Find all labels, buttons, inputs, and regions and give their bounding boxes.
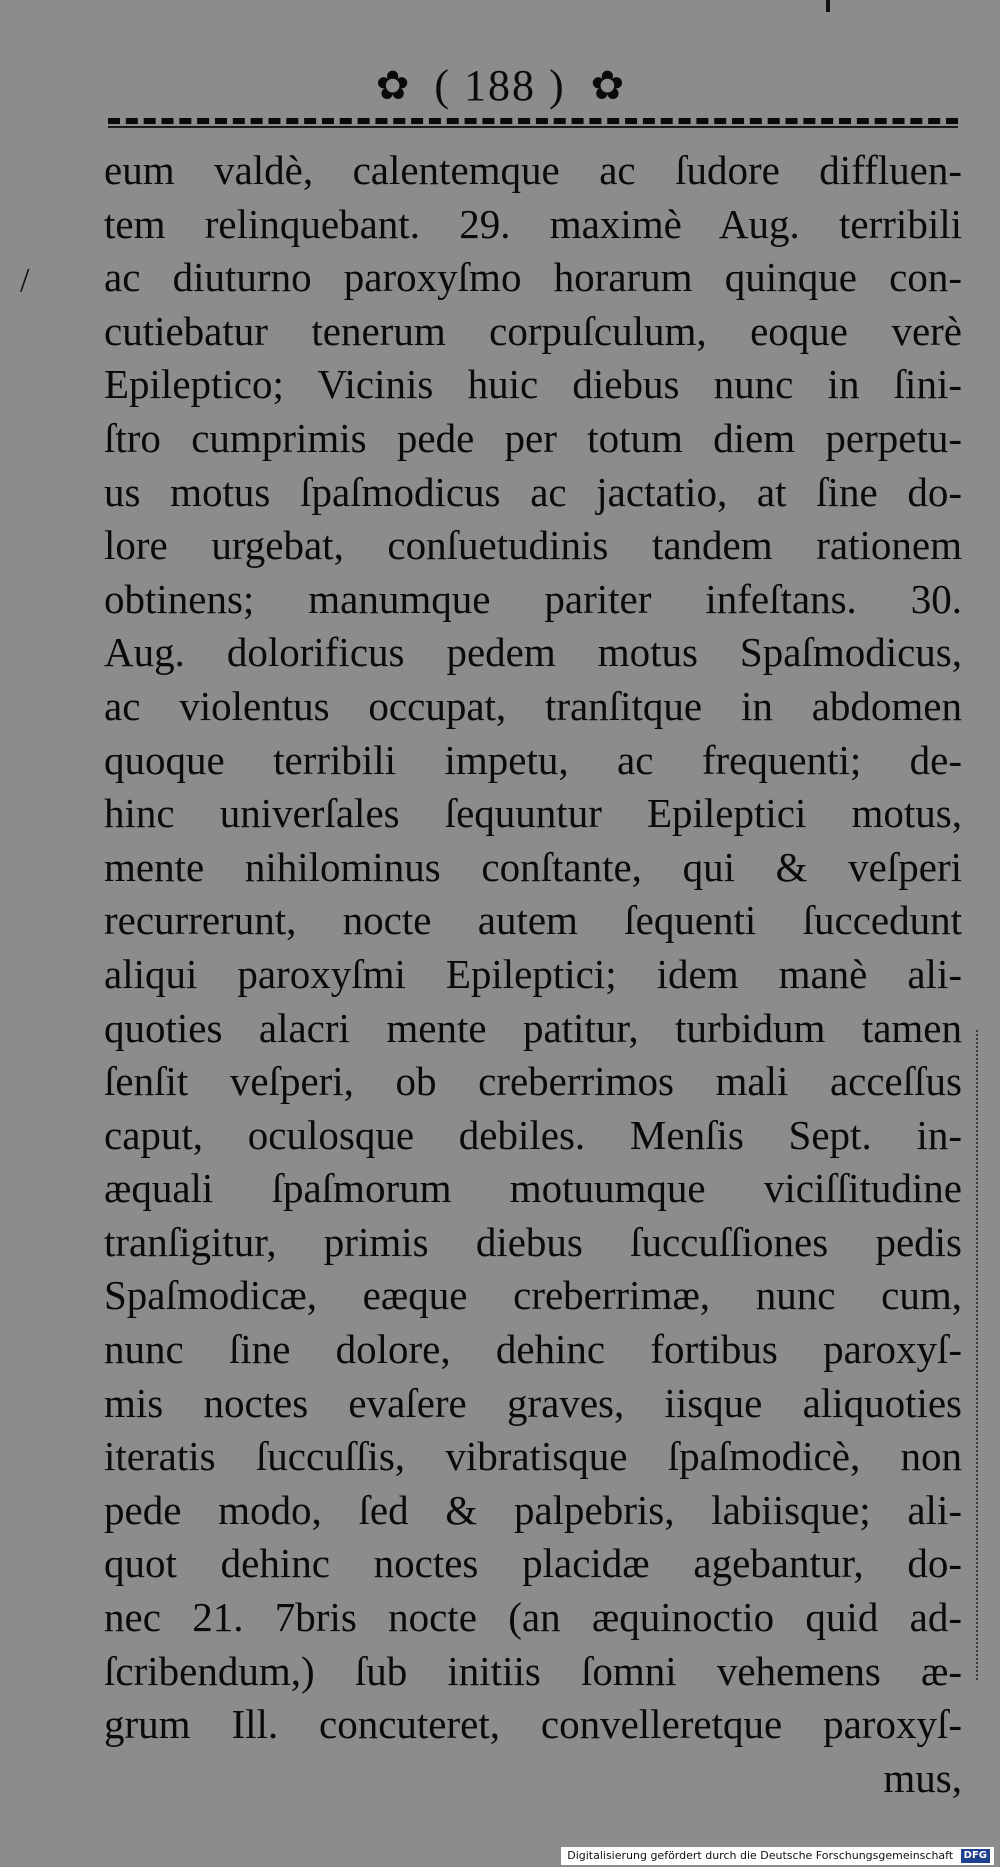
text-line: obtinens; manumque pariter infeſtans. 30. <box>104 575 962 622</box>
text-line: nec 21. 7bris nocte (an æquinoctio quid ad- <box>104 1594 962 1641</box>
header-rule <box>108 118 958 124</box>
text-line: quoties alacri mente patitur, turbidum tamen <box>104 1004 962 1051</box>
text-line: mente nihilominus conſtante, qui & veſperi <box>104 843 962 890</box>
text-line: hinc univerſales ſequuntur Epileptici motus, <box>104 790 962 837</box>
header-rule-thin <box>108 126 958 128</box>
text-line: mus, <box>883 1754 962 1801</box>
text-line: tem relinquebant. 29. maximè Aug. terribili <box>104 200 962 247</box>
text-line: Epileptico; Vicinis huic diebus nunc in ſini- <box>104 361 962 408</box>
text-line: cutiebatur tenerum corpuſculum, eoque verè <box>104 307 962 354</box>
text-line: æquali ſpaſmorum motuumque viciſſitudine <box>104 1165 962 1212</box>
page-number: ( 188 ) <box>434 60 566 110</box>
page-header <box>0 52 1000 112</box>
text-line: recurrerunt, nocte autem ſequenti ſuccedunt <box>104 897 962 944</box>
margin-mark: / <box>20 262 30 299</box>
page-edge-border <box>976 1030 978 1680</box>
text-line: us motus ſpaſmodicus ac jactatio, at ſine do- <box>104 468 962 515</box>
text-line: grum Ill. concuteret, convelleretque paroxyſ- <box>104 1701 962 1748</box>
text-line: lore urgebat, conſuetudinis tandem rationem <box>104 522 962 569</box>
text-line: ſcribendum,) ſub initiis ſomni vehemens æ- <box>104 1647 962 1694</box>
scan-artifact-tick <box>826 0 830 12</box>
ornament-right-icon: ✿ <box>590 62 625 108</box>
text-line: mis noctes evaſere graves, iisque aliquoties <box>104 1379 962 1426</box>
text-line: Spaſmodicæ, eæque creberrimæ, nunc cum, <box>104 1272 962 1319</box>
text-line: nunc ſine dolore, dehinc fortibus paroxyſ- <box>104 1326 962 1373</box>
text-line: ſtro cumprimis pede per totum diem perpetu- <box>104 414 962 461</box>
text-line: iteratis ſuccuſſis, vibratisque ſpaſmodicè, non <box>104 1433 962 1480</box>
text-line: Aug. dolorificus pedem motus Spaſmodicus, <box>104 629 962 676</box>
text-line: quoque terribili impetu, ac frequenti; de- <box>104 736 962 783</box>
text-line: caput, oculosque debiles. Menſis Sept. in- <box>104 1111 962 1158</box>
text-line: ac diuturno paroxyſmo horarum quinque con- <box>104 254 962 301</box>
body-text <box>104 144 962 1805</box>
text-line: quot dehinc noctes placidæ agebantur, do- <box>104 1540 962 1587</box>
text-line: eum valdè, calentemque ac ſudore diffluen- <box>104 147 962 193</box>
text-line: aliqui paroxyſmi Epileptici; idem manè ali- <box>104 950 962 997</box>
ornament-left-icon: ✿ <box>375 62 410 108</box>
text-line: pede modo, ſed & palpebris, labiisque; ali- <box>104 1486 962 1533</box>
dfg-logo-icon: DFG <box>961 1849 990 1863</box>
digitization-credit <box>561 1847 994 1865</box>
text-line: ac violentus occupat, tranſitque in abdomen <box>104 682 962 729</box>
text-line: ſenſit veſperi, ob creberrimos mali acceſſus <box>104 1058 962 1105</box>
text-line: tranſigitur, primis diebus ſuccuſſiones pedis <box>104 1218 962 1265</box>
digitization-credit-text: Digitalisierung gefördert durch die Deutsche Forschungsgemeinschaft <box>567 1849 954 1862</box>
